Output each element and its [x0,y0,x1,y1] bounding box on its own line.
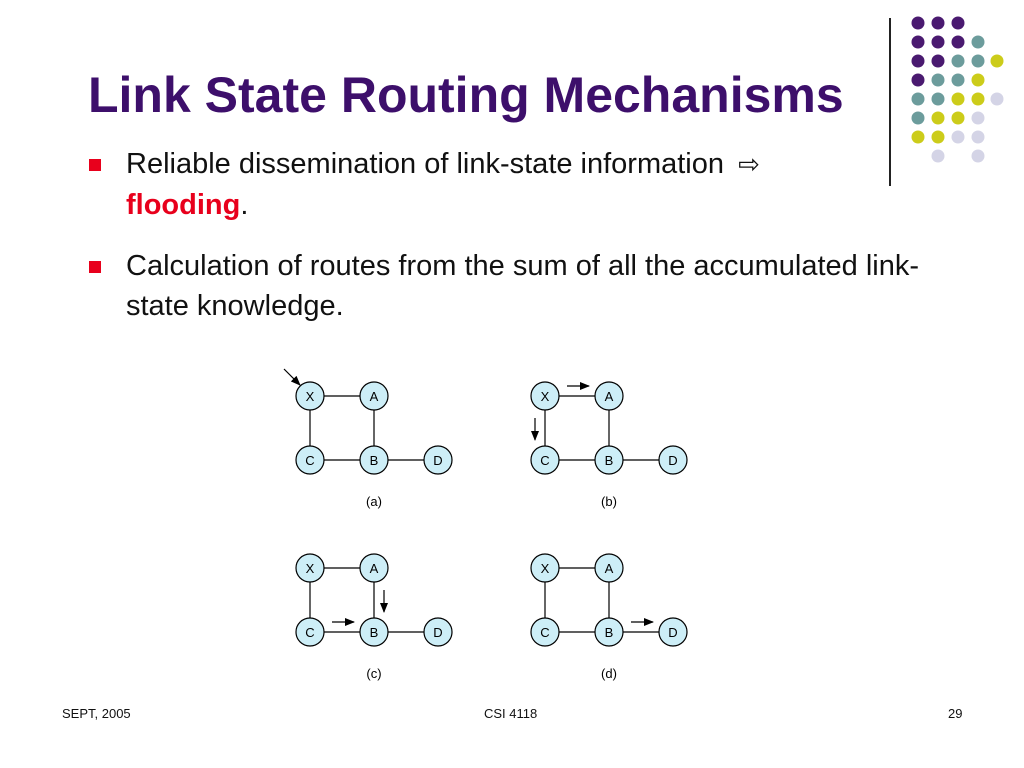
router-label: C [540,453,550,468]
footer-course: CSI 4118 [484,706,538,721]
router-label: X [540,561,550,576]
panel-caption: (b) [601,494,617,509]
router-label: C [540,625,550,640]
bullet-text: Reliable dissemination of link-state information [126,148,725,180]
panel-c [296,554,452,681]
panel-a [284,369,452,509]
highlight-term: flooding [126,189,241,221]
router-label: B [369,625,379,640]
router-label: B [369,453,379,468]
router-label: D [433,625,443,640]
router-label: C [305,625,315,640]
router-label: A [369,561,379,576]
router-label: B [604,453,614,468]
bullet-text: Calculation of routes from the sum of all the accumulated link-state knowledge. [126,250,920,322]
router-label: X [305,389,315,404]
router-label: D [433,453,443,468]
router-label: X [305,561,315,576]
router-label: D [668,453,678,468]
router-label: A [604,561,614,576]
router-label: A [369,389,379,404]
router-label: D [668,625,678,640]
router-label: C [305,453,315,468]
footer-page-number: 29 [948,706,963,721]
router-label: B [604,625,614,640]
bullet-suffix: . [240,189,249,221]
panel-caption: (d) [601,666,617,681]
panel-caption: (c) [366,666,382,681]
panel-d [531,554,687,681]
right-arrow-icon: ⇨ [738,150,760,180]
panel-caption: (a) [366,494,382,509]
router-label: X [540,389,550,404]
footer-date: SEPT, 2005 [62,706,131,721]
router-label: A [604,389,614,404]
flood-arrow [284,369,300,385]
slide-title: Link State Routing Mechanisms [88,67,844,123]
panel-b [531,382,687,509]
